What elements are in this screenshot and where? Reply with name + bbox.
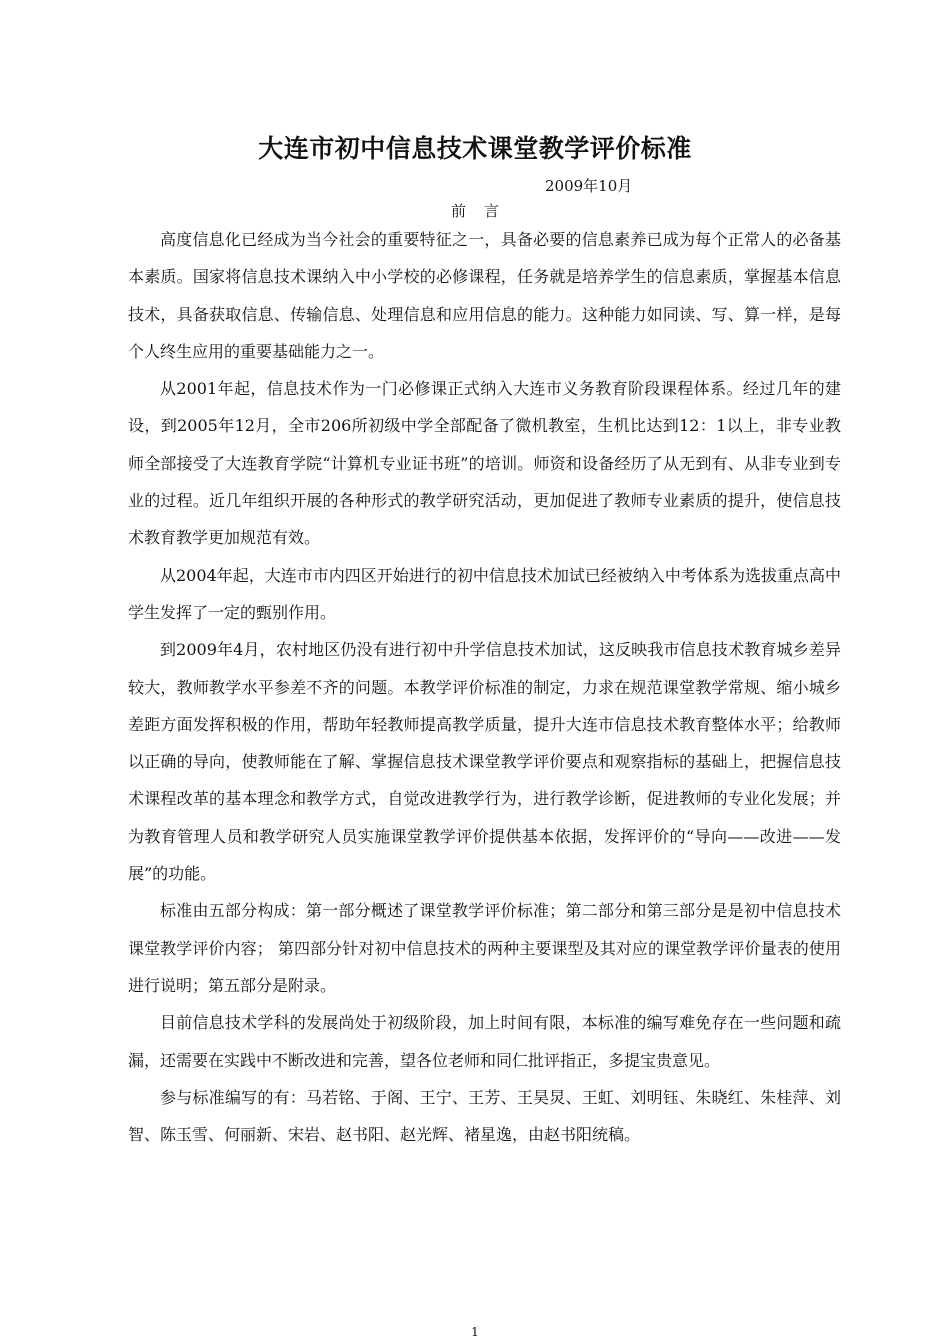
paragraph: 从2001年起，信息技术作为一门必修课正式纳入大连市义务教育阶段课程体系。经过几年的建设，到2005年12月，全市206所初级中学全部配备了微机教室，生机比达到12：1以上，非专业教师全部接受了大连教育学院“计算机专业证书班”的培训。师资和设备经历了从无到有、从非专业到专业的过程。近几年组织开展的各种形式的教学研究活动，更加促进了教师专业素质的提升，使信息技术教育教学更加规范有效。	[128, 379, 841, 548]
document-body	[128, 221, 841, 1153]
paragraph: 目前信息技术学科的发展尚处于初级阶段，加上时间有限，本标准的编写难免存在一些问题和疏漏，还需要在实践中不断改进和完善，望各位老师和同仁批评指正，多提宝贵意见。	[128, 1013, 841, 1070]
page-number: 1	[471, 1325, 479, 1339]
preface-heading: 前言	[450, 202, 517, 220]
document-date: 2009年10月	[545, 177, 633, 195]
paragraph: 从2004年起，大连市市内四区开始进行的初中信息技术加试已经被纳入中考体系为选拔重点高中学生发挥了一定的甄别作用。	[128, 565, 841, 622]
paragraph: 标准由五部分构成：第一部分概述了课堂教学评价标准；第二部分和第三部分是是初中信息技术课堂教学评价内容； 第四部分针对初中信息技术的两种主要课型及其对应的课堂教学评价量表的使用进行说明；第五部分是附录。	[128, 901, 841, 995]
paragraph: 到2009年4月，农村地区仍没有进行初中升学信息技术加试，这反映我市信息技术教育城乡差异较大，教师教学水平参差不齐的问题。本教学评价标准的制定，力求在规范课堂教学常规、缩小城乡差距方面发挥积极的作用，帮助年轻教师提高教学质量，提升大连市信息技术教育整体水平；给教师以正确的导向，使教师能在了解、掌握信息技术课堂教学评价要点和观察指标的基础上，把握信息技术课程改革的基本理念和教学方式，自觉改进教学行为，进行教学诊断，促进教师的专业化发展；并为教育管理人员和教学研究人员实施课堂教学评价提供基本依据，发挥评价的“导向——改进——发展”的功能。	[128, 640, 841, 884]
paragraph: 参与标准编写的有：马若铭、于阁、王宁、王芳、王昊炅、王虹、刘明钰、朱晓红、朱桂萍、刘智、陈玉雪、何丽新、宋岩、赵书阳、赵光辉、褚星逸，由赵书阳统稿。	[128, 1087, 841, 1145]
paragraph: 高度信息化已经成为当今社会的重要特征之一，具备必要的信息素养已成为每个正常人的必备基本素质。国家将信息技术课纳入中小学校的必修课程，任务就是培养学生的信息素质，掌握基本信息技术，具备获取信息、传输信息、处理信息和应用信息的能力。这种能力如同读、写、算一样，是每个人终生应用的重要基础能力之一。	[128, 230, 841, 361]
document-title: 大连市初中信息技术课堂教学评价标准	[258, 134, 692, 163]
